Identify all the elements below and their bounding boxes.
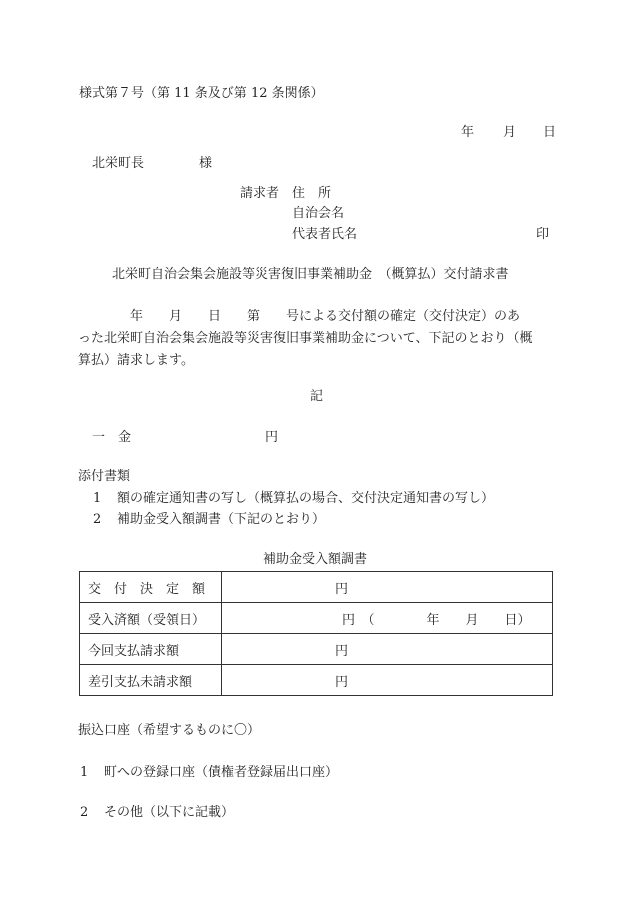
requester-label: 請求者 [240, 186, 280, 201]
date-year-label: 年 [461, 125, 475, 140]
requester-address-label: 住 所 [292, 186, 332, 201]
row-value-text: 円 （ 年 月 日） [342, 612, 531, 628]
row-value-text: 円 [335, 674, 349, 690]
date-day-label: 日 [543, 125, 557, 140]
seal-mark: 印 [536, 227, 550, 242]
receipt-summary-table [79, 571, 553, 696]
transfer-option-number: 2 [80, 805, 89, 820]
attachments-heading: 添付書類 [78, 469, 131, 484]
transfer-option-text: その他（以下に記載） [104, 805, 235, 820]
row-value-text: 円 [335, 581, 349, 597]
table-row [80, 572, 553, 603]
row-value [222, 634, 553, 665]
attachment-number: 2 [93, 512, 102, 527]
body-line: 算払）請求します。 [78, 353, 194, 368]
transfer-option-text: 町への登録口座（債権者登録届出口座） [104, 765, 339, 780]
table-row [80, 634, 553, 665]
requester-association-label: 自治会名 [292, 206, 345, 221]
row-value [222, 665, 553, 696]
requester-representative-label: 代表者氏名 [292, 227, 358, 242]
row-value-text: 円 [335, 643, 349, 659]
document-title: 北栄町自治会集会施設等災害復旧事業補助金 （概算払）交付請求書 [112, 267, 509, 282]
row-label: 交 付 決 定 額 [80, 572, 222, 603]
addressee-honorific: 様 [199, 156, 213, 171]
attachment-number: 1 [93, 491, 102, 506]
attachment-text: 補助金受入額調書（下記のとおり） [117, 512, 326, 527]
body-paragraph [78, 306, 558, 372]
body-line: った北栄町自治会集会施設等災害復旧事業補助金について、下記のとおり（概 [78, 331, 533, 346]
amount-prefix: 一 金 [92, 430, 132, 445]
row-label: 差引支払未請求額 [80, 665, 222, 696]
table-row [80, 665, 553, 696]
table-row [80, 603, 553, 634]
row-value [222, 572, 553, 603]
transfer-heading: 振込口座（希望するものに〇） [78, 723, 261, 738]
row-label: 今回支払請求額 [80, 634, 222, 665]
date-month-label: 月 [503, 125, 517, 140]
table-caption: 補助金受入額調書 [263, 552, 368, 567]
body-line: 年 月 日 第 号による交付額の確定（交付決定）のあ [78, 309, 521, 324]
ki-heading: 記 [310, 389, 324, 404]
transfer-option-number: 1 [80, 765, 89, 780]
form-number: 様式第７号（第 11 条及び第 12 条関係） [79, 86, 324, 101]
row-label: 受入済額（受領日） [80, 603, 222, 634]
amount-unit: 円 [265, 430, 279, 445]
addressee-name: 北栄町長 [92, 156, 145, 171]
row-value [222, 603, 553, 634]
attachment-text: 額の確定通知書の写し（概算払の場合、交付決定通知書の写し） [117, 491, 495, 506]
